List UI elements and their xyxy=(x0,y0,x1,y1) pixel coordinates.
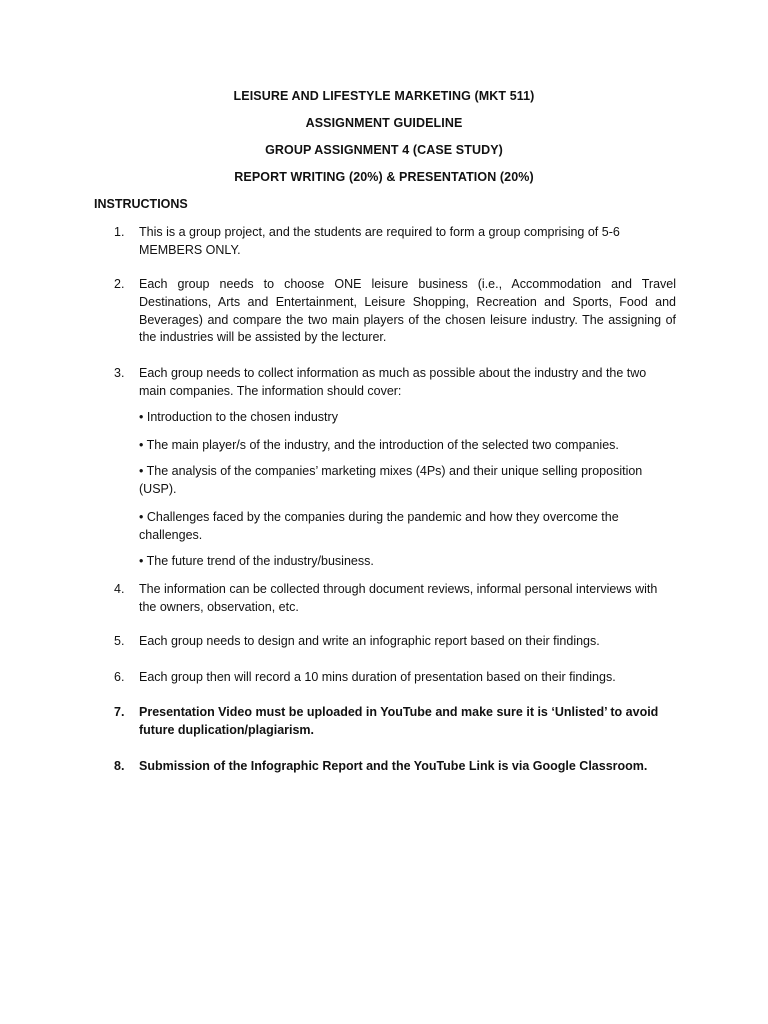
item-number: 8. xyxy=(114,759,125,773)
item-number: 4. xyxy=(114,582,125,596)
instruction-item-1 xyxy=(114,224,676,260)
item-text: Each group needs to design and write an infographic report based on their findings. xyxy=(139,634,600,648)
item-text: Each group needs to collect information as much as possible about the industry and the two main companies. The information should cover: xyxy=(139,366,647,398)
item-number: 3. xyxy=(114,366,125,380)
assignment-title: GROUP ASSIGNMENT 4 (CASE STUDY) xyxy=(265,143,503,157)
item-text: Each group then will record a 10 mins duration of presentation based on their findings. xyxy=(139,670,616,684)
instructions-heading: INSTRUCTIONS xyxy=(94,197,188,211)
course-title: LEISURE AND LIFESTYLE MARKETING (MKT 511) xyxy=(233,89,535,103)
bullet-item-4: • Challenges faced by the companies during the pandemic and how they overcome the challenges. xyxy=(139,510,619,542)
item-number: 1. xyxy=(114,225,125,239)
document-title: ASSIGNMENT GUIDELINE xyxy=(305,116,463,130)
instruction-item-4 xyxy=(114,581,676,617)
instruction-item-8 xyxy=(114,758,676,776)
item-text: The information can be collected through document reviews, informal personal interviews with the owners, observation, etc. xyxy=(139,582,658,614)
item-text: Each group needs to choose ONE leisure business (i.e., Accommodation and Travel Destinations, Arts and Entertainment, Leisure Shopping, Recreation and Sports, Food and Beverages) and compare the two main players of the chosen leisure industry. The assigning of the industries will be assisted by the lecturer. xyxy=(139,277,676,345)
weighting-title: REPORT WRITING (20%) & PRESENTATION (20%) xyxy=(234,170,534,184)
instruction-item-7 xyxy=(114,704,676,740)
item-number: 2. xyxy=(114,277,125,291)
instruction-item-2 xyxy=(114,276,676,347)
instruction-item-6 xyxy=(114,669,676,687)
bullet-item-3: • The analysis of the companies’ marketing mixes (4Ps) and their unique selling proposition (USP). xyxy=(139,464,643,496)
item-text: Submission of the Infographic Report and the YouTube Link is via Google Classroom. xyxy=(139,759,648,773)
item-number: 5. xyxy=(114,634,125,648)
item-number: 6. xyxy=(114,670,125,684)
instruction-item-5 xyxy=(114,633,676,651)
bullet-item-2: • The main player/s of the industry, and the introduction of the selected two companies. xyxy=(139,438,619,452)
bullet-item-1: • Introduction to the chosen industry xyxy=(139,410,338,424)
bullet-item-5: • The future trend of the industry/business. xyxy=(139,554,374,568)
item-text: Presentation Video must be uploaded in YouTube and make sure it is ‘Unlisted’ to avoid future duplication/plagiarism. xyxy=(139,705,659,737)
item-text: This is a group project, and the students are required to form a group comprising of 5-6 MEMBERS ONLY. xyxy=(139,225,620,257)
instruction-item-3 xyxy=(114,365,676,401)
item-number: 7. xyxy=(114,705,125,719)
